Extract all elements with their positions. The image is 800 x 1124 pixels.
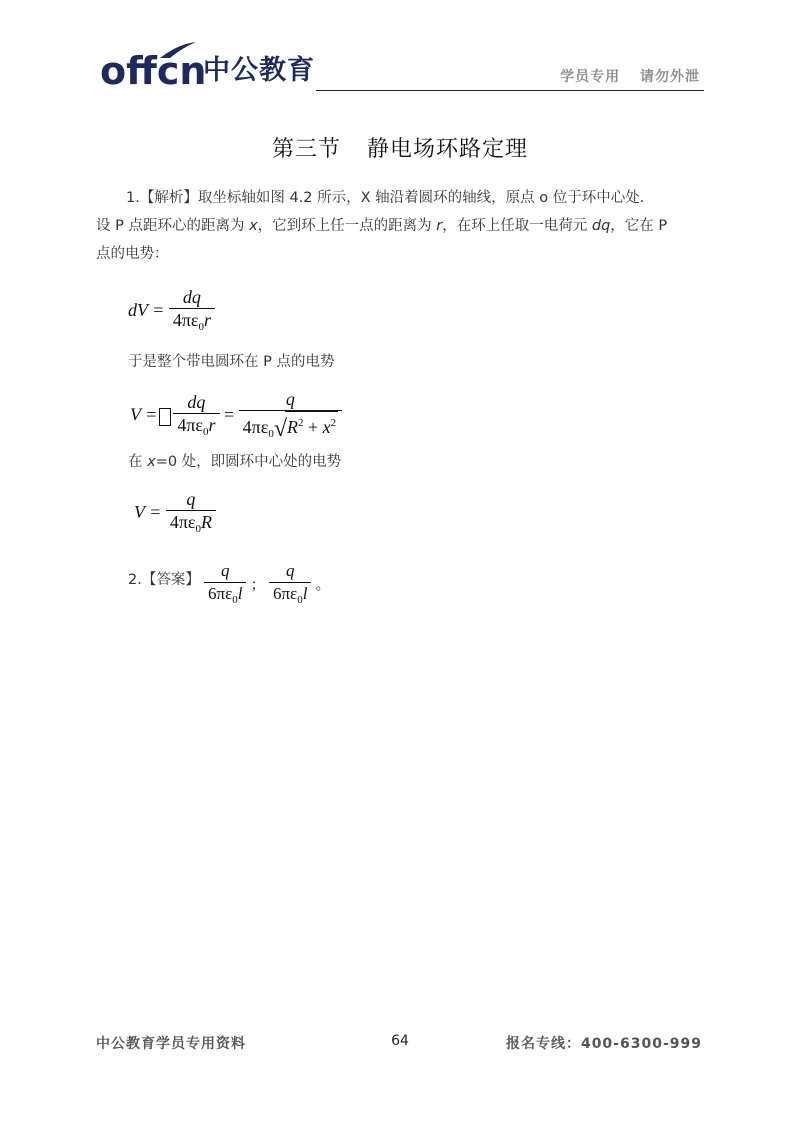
item2-den1 — [204, 583, 246, 611]
header-rule — [316, 90, 704, 91]
eq3-lhs: V = — [134, 502, 162, 523]
item1-text-2c: ，在环上任取一电荷元 — [442, 218, 592, 234]
item1-text-3b: =0 处，即圆环中心处的电势 — [155, 454, 342, 470]
eq2-R: R — [286, 417, 298, 437]
eq2-R-pow: 2 — [297, 417, 304, 429]
item2-den1-l: l — [237, 584, 243, 603]
offcn-logo — [100, 40, 315, 90]
var-dq: dq — [591, 218, 611, 234]
eq2-fraction2 — [239, 388, 342, 445]
eq1-lhs: dV = — [128, 300, 165, 321]
item1-line3: 点的电势： — [96, 246, 169, 262]
item1-text-line1: 取坐标轴如图 4.2 所示，X 轴沿着圆环的轴线，原点 o 位于环中心处. — [197, 190, 645, 206]
var-x-center: x — [147, 454, 156, 470]
eq3-den-R: R — [200, 512, 212, 532]
item1-line1 — [96, 184, 706, 212]
item2-num1: q — [204, 560, 246, 583]
integral-symbol-icon — [159, 408, 171, 426]
eq1-den-r: r — [203, 310, 211, 330]
item2-den2-l: l — [302, 584, 308, 603]
eq2-denominator1 — [173, 414, 219, 443]
sqrt-content — [285, 411, 338, 438]
section-name: 静电场环路定理 — [367, 137, 529, 162]
eq2-lhs: V = — [130, 404, 158, 425]
eq2-denominator2 — [239, 411, 342, 445]
eq3-fraction — [166, 488, 216, 540]
eq1-denominator — [169, 309, 215, 338]
header-tag-no-leak: 请勿外泄 — [640, 69, 700, 85]
logo-wordmark: offcn — [100, 49, 207, 90]
eq2-den2-sub: 0 — [268, 428, 274, 440]
eq2-x: x — [322, 417, 331, 437]
eq2-den1-r: r — [208, 414, 216, 435]
page-number: 64 — [391, 1033, 409, 1049]
section-title — [0, 132, 800, 163]
item2-den2-coef: 6πε — [272, 584, 298, 603]
eq2-den1-coef: 4πε — [177, 414, 203, 435]
var-r: r — [436, 218, 443, 234]
item1-text-3a: 在 — [128, 454, 148, 470]
eq3-denominator — [166, 511, 216, 540]
eq2-den1-sub: 0 — [202, 425, 209, 438]
footer-hotline: 报名专线：400-6300-999 — [505, 1036, 702, 1052]
eq2-equals: = — [224, 404, 235, 425]
item2-fraction1 — [204, 560, 246, 611]
eq3-den-coef: 4πε — [169, 512, 196, 532]
eq2-fraction1 — [173, 391, 219, 443]
item2-den1-sub: 0 — [232, 594, 238, 606]
section-number: 第三节 — [271, 137, 341, 162]
equation-V-center — [134, 488, 216, 540]
item2-separator: ； — [250, 577, 265, 594]
eq1-fraction — [169, 286, 215, 338]
item1-line2 — [96, 212, 706, 240]
sqrt-icon: √ — [273, 416, 287, 442]
eq3-den-sub: 0 — [195, 523, 201, 535]
eq2-den2-coef: 4πε — [242, 417, 269, 437]
logo-chinese-name: 中公教育 — [203, 55, 315, 86]
item2-den2 — [269, 583, 311, 611]
item1-prefix: 1.【解析】 — [126, 190, 198, 206]
eq3-numerator: q — [166, 488, 216, 511]
equation-V-integral — [130, 388, 342, 445]
eq2-x-pow: 2 — [330, 417, 337, 429]
eq1-den-coef: 4πε — [172, 310, 199, 330]
footer-left: 中公教育学员专用资料 — [96, 1036, 246, 1052]
eq2-plus: + — [303, 417, 323, 437]
eq2-numerator2: q — [239, 388, 342, 411]
header-tags — [546, 66, 700, 86]
item1-paragraph — [96, 184, 706, 268]
item2-prefix: 2.【答案】 — [128, 572, 200, 588]
eq1-den-sub: 0 — [198, 321, 204, 333]
header-tag-students-only: 学员专用 — [560, 69, 621, 85]
item1-text-whole-ring: 于是整个带电圆环在 P 点的电势 — [128, 354, 335, 370]
item1-text-2b: ，它到环上任一点的距离为 — [257, 218, 437, 234]
equation-dV — [128, 286, 215, 338]
var-x: x — [249, 218, 258, 234]
item1-text-2a: 设 P 点距环心的距离为 — [96, 218, 250, 234]
item2-den1-coef: 6πε — [208, 584, 233, 603]
item1-text-2d: ，它在 P — [610, 218, 668, 234]
item2-den2-sub: 0 — [297, 594, 303, 606]
item2-fraction2 — [269, 560, 311, 611]
item1-text-center — [128, 448, 341, 476]
eq1-numerator: dq — [169, 286, 215, 309]
offcn-logo-mark — [100, 40, 210, 90]
eq2-numerator1: dq — [173, 391, 219, 414]
item2-num2: q — [269, 560, 311, 583]
item2-answer — [204, 560, 330, 611]
item2-end: 。 — [315, 577, 330, 594]
